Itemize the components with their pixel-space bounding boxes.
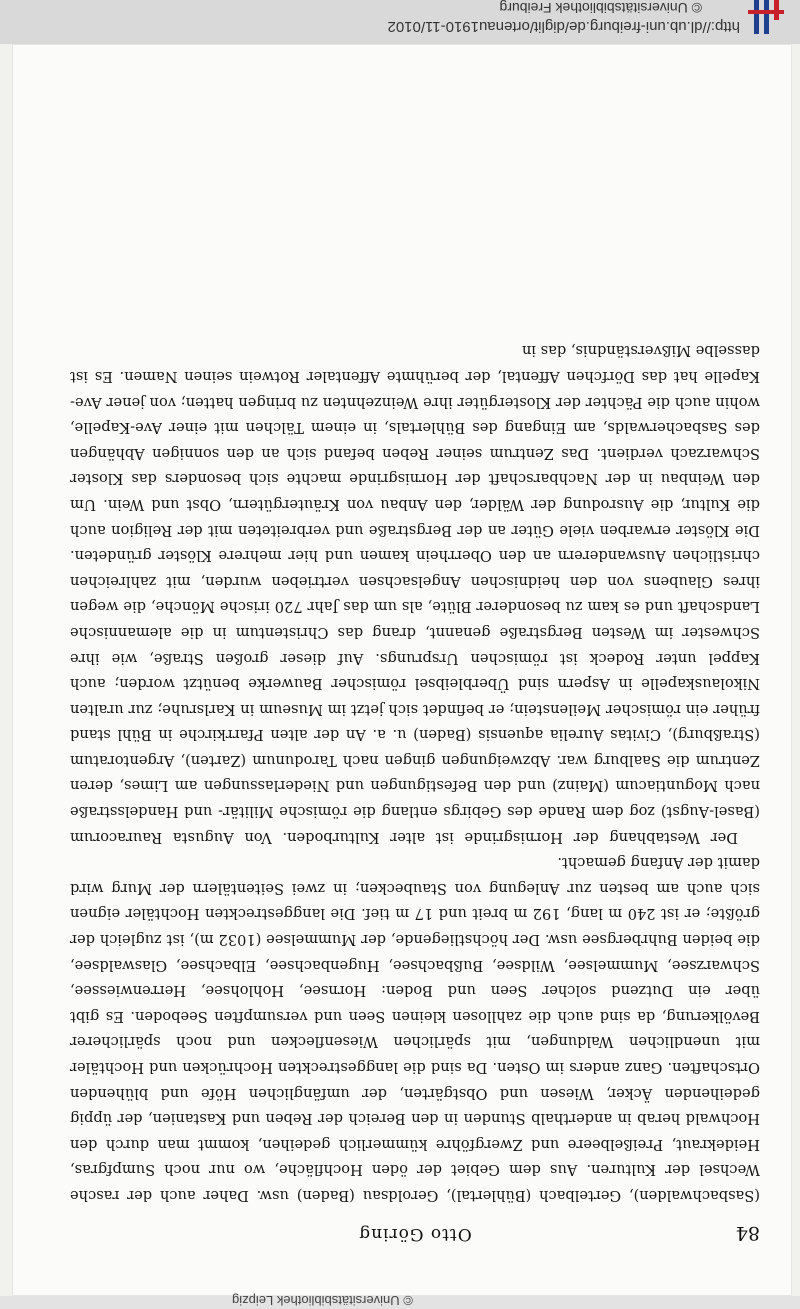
library-logo-icon	[748, 0, 784, 40]
viewer-bottom-bar	[0, 1293, 800, 1309]
body-text	[70, 338, 760, 1208]
running-head: Otto Göring	[358, 1224, 472, 1244]
scanned-page	[12, 44, 792, 1296]
source-url-link[interactable]: http://dl.ub.uni-freiburg.de/diglit/ortenau1910-11/0102	[387, 18, 740, 35]
page-header	[70, 1214, 760, 1244]
copyright-credit: © Universitätsbibliothek Freiburg	[499, 0, 702, 16]
viewer-top-bar	[0, 0, 800, 44]
page-content	[12, 44, 792, 1296]
page-number: 84	[735, 1222, 760, 1244]
paragraph: Der Westabhang der Hornisgrinde ist alter Kulturboden. Von Augusta Rauracorum (Basel-Augst) zog dem Rande des Gebirgs entlang die römische Militär- und Handelsstraße nach Moguntiacum (Mainz) und den Befestigungen und Niederlassungen am Limes, deren Zentrum die Saalburg war. Abzweigungen gingen nach Tarodunum (Zarten), Argentoratum (Straßburg), Civitas Aurelia aquensis (Baden) u. a. An der alten Pfarrkirche in Bühl stand früher ein römischer Meilenstein; er befindet sich jetzt im Museum in Karlsruhe; zur uralten Nikolauskapelle in Aspern sind Überbleibsel römischer Bauwerke benützt worden; auch Kappel unter Rodeck ist römischen Ursprungs. Auf dieser großen Straße, wie ihre Schwester im Westen Bergstraße genannt, drang das Christentum in die alemannische Landschaft und es kam zu besonderer Blüte, als um das Jahr 720 irische Mönche, die wegen ihres Glaubens von den heidnischen Angelsachsen vertrieben wurden, mit zahlreichen christlichen Auswanderern an den Oberrhein kamen und hier mehrere Klöster gründeten. Die Klöster erwarben viele Güter an der Bergstraße und verbreiteten mit der Religion auch die Kultur, die Ausrodung der Wälder, den Anbau von Kräutergütern, Obst und Wein. Um den Weinbau in der Nachbarschaft der Hornisgrinde machte sich besonders das Kloster Schwarzach verdient. Das Zentrum seiner Reben befand sich an den sonnigen Abhängen des Sasbacherwalds, am Eingang des Bühlertals, in einem Tälchen mit einer Ave-Kapelle, wohin auch die Pächter der Klostergüter ihre Weinzehnten zu bringen hatten; von jener Ave-Kapelle hat das Dörfchen Affental, der berühmte Affentaler Rotwein seinen Namen. Es ist dasselbe Mißverständnis, das in	[70, 342, 760, 846]
copyright-credit-bottom: © Universitätsbibliothek Leipzig	[232, 1293, 413, 1308]
paragraph: (Sasbachwalden), Gertelbach (Bühlertal), Geroldsau (Baden) usw. Daher auch der rasche Wechsel der Kulturen. Aus dem Gebiet der öden Hochfläche, wo nur noch Sumpfgras, Heidekraut, Preißelbeere und Zwergföhre kümmerlich gedeihen, kommt man durch den Hochwald herab in anderthalb Stunden in den Bereich der Reben und Kastanien, der üppig gedeihenden Äcker, Wiesen und Obstgärten, der umfänglichen Höfe und blühenden Ortschaften. Ganz anders im Osten. Da sind die langgestreckten Hochrücken und Hochtäler mit unendlichen Waldungen, mit spärlichen Wiesenflecken und noch spärlicherer Bevölkerung, da sind auch die zahllosen kleinen Seen und versumpften Seeboden. Es gibt über ein Dutzend solcher Seen und Boden: Hornsee, Hohlohsee, Herrenwiessee, Schwarzsee, Mummelsee, Wildsee, Bußbachsee, Hugenbachsee, Elbachsee, Glaswaldsee, die beiden Buhrbergsee usw. Der höchstliegende, der Mummelsee (1032 m), ist zugleich der größte; er ist 240 m lang, 192 m breit und 17 m tief. Die langgestreckten Hochtäler eignen sich auch am besten zur Anlegung von Staubecken; in zwei Seitentälern der Murg wird damit der Anfang gemacht.	[70, 854, 760, 1204]
